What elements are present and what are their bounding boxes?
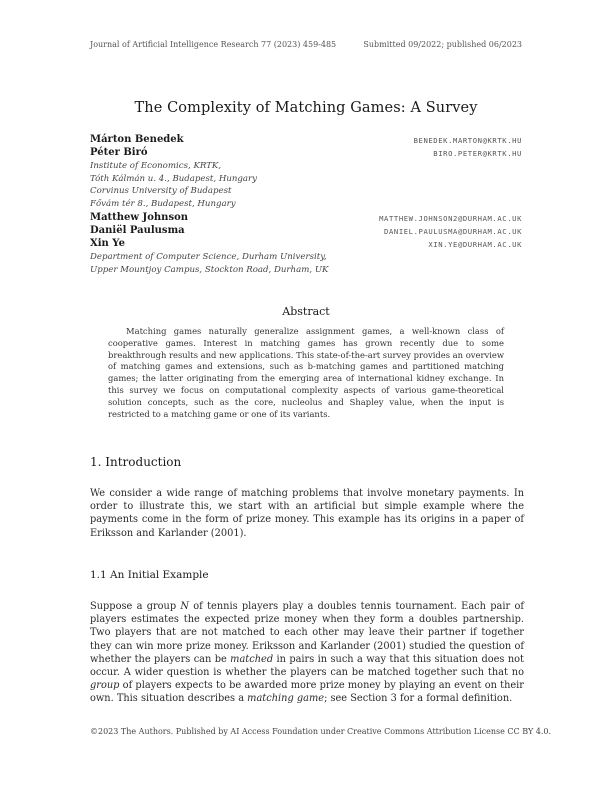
- author-email[interactable]: BENEDEK.MARTON@KRTK.HU: [413, 136, 522, 145]
- subsection-heading: 1.1 An Initial Example: [90, 569, 209, 581]
- abstract-heading: Abstract: [282, 305, 330, 318]
- affiliation-line: Corvinus University of Budapest: [90, 186, 232, 196]
- license-footnote: ©2023 The Authors. Published by AI Access Foundation under Creative Commons Attribution License CC BY 4.0.: [90, 727, 552, 736]
- affiliation-line: Upper Mountjoy Campus, Stockton Road, Durham, UK: [90, 264, 329, 275]
- author-group-1: [90, 134, 522, 210]
- author-email[interactable]: XIN.YE@DURHAM.AC.UK: [428, 240, 522, 249]
- author-group-2: [90, 212, 522, 276]
- example-paragraph: [90, 600, 524, 706]
- journal-citation: Journal of Artificial Intelligence Research 77 (2023) 459-485: [90, 40, 337, 49]
- submission-dates: Submitted 09/2022; published 06/2023: [363, 40, 522, 49]
- author-email[interactable]: DANIEL.PAULUSMA@DURHAM.AC.UK: [384, 227, 522, 236]
- text-run: of tennis players play a doubles tennis tournament. Each pair of players estimates the expected prize money when they form a doubles partnership. Two players that are not matched to each other may leave their partner if together they can win more prize money. Eriksson and Karlander (2001) studied the question of whether the players can be: [90, 601, 524, 665]
- math-symbol: N: [180, 601, 189, 612]
- author-row: [90, 225, 522, 238]
- author-name: Péter Biró: [90, 147, 148, 158]
- author-row: [90, 212, 522, 225]
- affiliation-line: Fővám tér 8., Budapest, Hungary: [90, 198, 236, 209]
- author-name: Márton Benedek: [90, 134, 184, 145]
- author-email[interactable]: MATTHEW.JOHNSON2@DURHAM.AC.UK: [379, 214, 522, 223]
- abstract-text: Matching games naturally generalize assignment games, a well-known class of cooperative games. Interest in matching games has grown recently due to some breakthrough results and new applications. This state-of-the-art survey provides an overview of matching games and extensions, such as b-matching games and partitioned matching games; the latter originating from the emerging area of international kidney exchange. In this survey we focus on computational complexity aspects of various game-theoretical solution concepts, such as the core, nucleolus and Shapley value, when the input is restricted to a matching game or one of its variants.: [108, 326, 504, 419]
- affiliation-line: Tóth Kálmán u. 4., Budapest, Hungary: [90, 173, 257, 184]
- affiliation: [90, 160, 522, 210]
- section-heading: 1. Introduction: [90, 455, 182, 469]
- emphasis: group: [90, 680, 120, 692]
- affiliation-line: Institute of Economics, KRTK,: [90, 161, 222, 171]
- text-run: ; see Section 3 for a formal definition.: [324, 693, 513, 705]
- author-name: Xin Ye: [90, 238, 125, 249]
- author-name: Daniël Paulusma: [90, 225, 185, 236]
- author-row: [90, 238, 522, 251]
- affiliation-line: Department of Computer Science, Durham University,: [90, 252, 327, 262]
- paper-title: The Complexity of Matching Games: A Survey: [134, 100, 478, 116]
- emphasis: matched: [230, 653, 274, 665]
- emphasis: matching game: [247, 693, 325, 705]
- author-name: Matthew Johnson: [90, 212, 189, 223]
- intro-paragraph: We consider a wide range of matching problems that involve monetary payments. In order to illustrate this, we start with an artificial but simple example where the payments come in the form of prize money. This example has its origins in a paper of Eriksson and Karlander (2001).: [90, 488, 524, 539]
- text-run: of players expects to be awarded more prize money by playing an event on their own. This situation describes a: [90, 680, 524, 705]
- author-email[interactable]: BIRO.PETER@KRTK.HU: [433, 149, 522, 158]
- text-run: Suppose a group: [90, 601, 181, 612]
- author-row: [90, 134, 522, 147]
- author-row: [90, 147, 522, 160]
- affiliation: [90, 251, 522, 276]
- text-run: in pairs in such a way that this situation does not occur. A wider question is whether the players can be matched together such that no: [90, 653, 524, 679]
